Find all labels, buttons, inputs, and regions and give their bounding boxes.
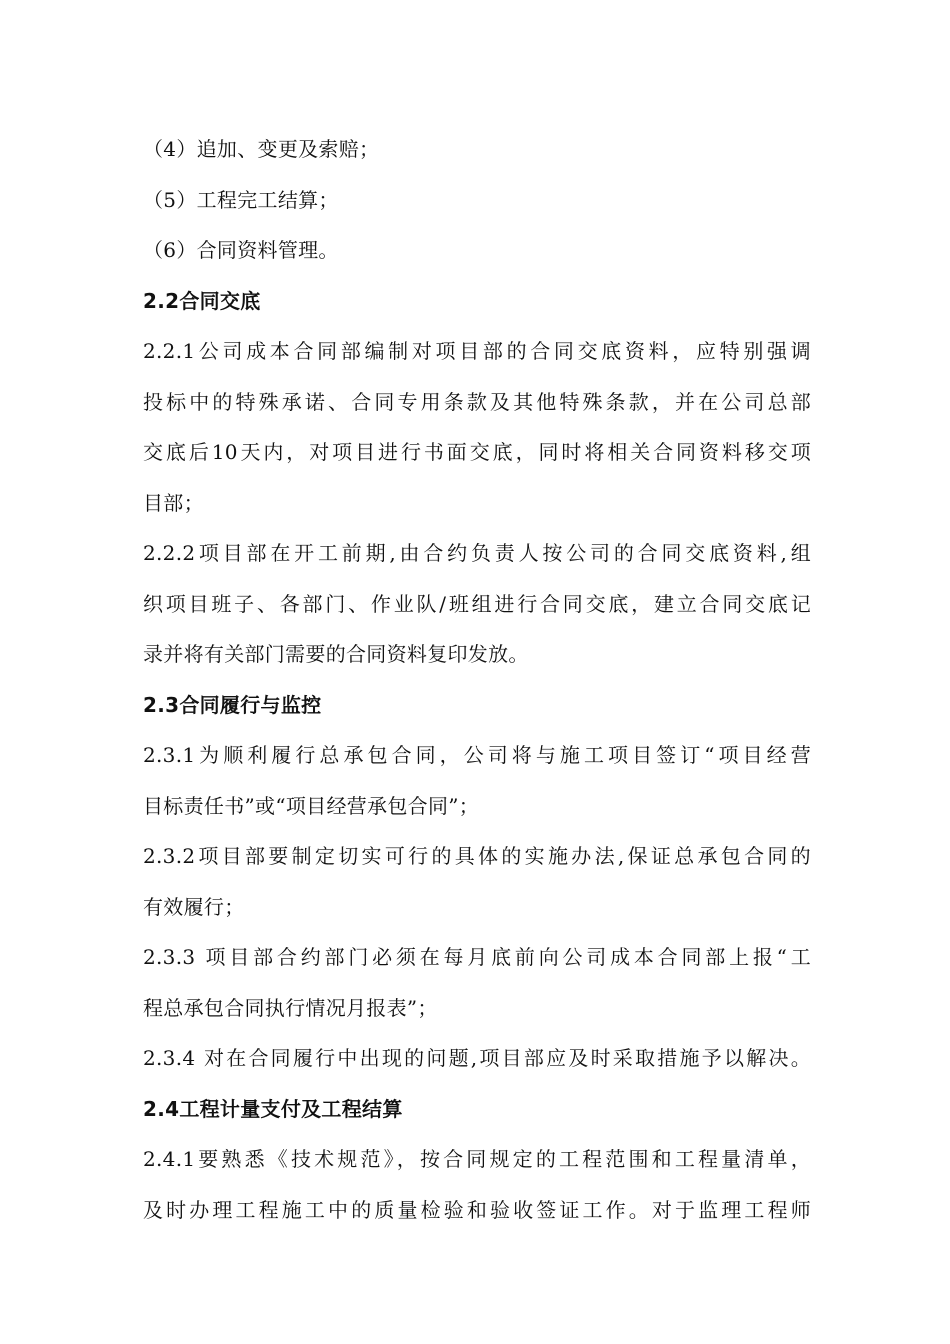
list-item-4: （4）追加、变更及索赔； bbox=[143, 137, 380, 161]
paragraph-line: 投标中的特殊承诺、合同专用条款及其他特殊条款，并在公司总部 bbox=[143, 389, 811, 414]
paragraph-line: 程总承包合同执行情况月报表”； bbox=[143, 995, 438, 1020]
list-item-5: （5）工程完工结算； bbox=[143, 187, 339, 212]
paragraph-line: 有效履行； bbox=[143, 894, 245, 919]
paragraph-line: 织项目班子、各部门、作业队/班组进行合同交底，建立合同交底记 bbox=[143, 591, 811, 616]
paragraph-line: 2.3.2项目部要制定切实可行的具体的实施办法,保证总承包合同的 bbox=[143, 844, 811, 868]
section-heading-2-2: 2.2合同交底 bbox=[143, 288, 261, 313]
paragraph-line: 2.4.1要熟悉《技术规范》，按合同规定的工程范围和工程量清单， bbox=[143, 1147, 811, 1171]
paragraph-line: 2.3.1为顺利履行总承包合同，公司将与施工项目签订“项目经营 bbox=[143, 743, 811, 767]
paragraph-line: 目部； bbox=[143, 490, 204, 515]
paragraph-line: 交底后10天内，对项目进行书面交底，同时将相关合同资料移交项 bbox=[143, 440, 811, 464]
paragraph-line: 2.2.1公司成本合同部编制对项目部的合同交底资料，应特别强调 bbox=[143, 339, 811, 363]
paragraph-line: 录并将有关部门需要的合同资料复印发放。 bbox=[143, 642, 529, 666]
section-heading-2-3: 2.3合同履行与监控 bbox=[143, 692, 322, 717]
section-heading-2-4: 2.4工程计量支付及工程结算 bbox=[143, 1096, 403, 1121]
document-body bbox=[143, 124, 811, 1235]
paragraph-line: 2.2.2项目部在开工前期,由合约负责人按公司的合同交底资料,组 bbox=[143, 541, 811, 565]
paragraph-line: 2.3.4 对在合同履行中出现的问题,项目部应及时采取措施予以解决。 bbox=[143, 1046, 811, 1070]
list-item-6: （6）合同资料管理。 bbox=[143, 238, 339, 262]
paragraph-line: 目标责任书”或“项目经营承包合同”； bbox=[143, 793, 480, 818]
paragraph-line: 2.3.3 项目部合约部门必须在每月底前向公司成本合同部上报“工 bbox=[143, 945, 811, 969]
paragraph-line: 及时办理工程施工中的质量检验和验收签证工作。对于监理工程师 bbox=[143, 1197, 811, 1222]
